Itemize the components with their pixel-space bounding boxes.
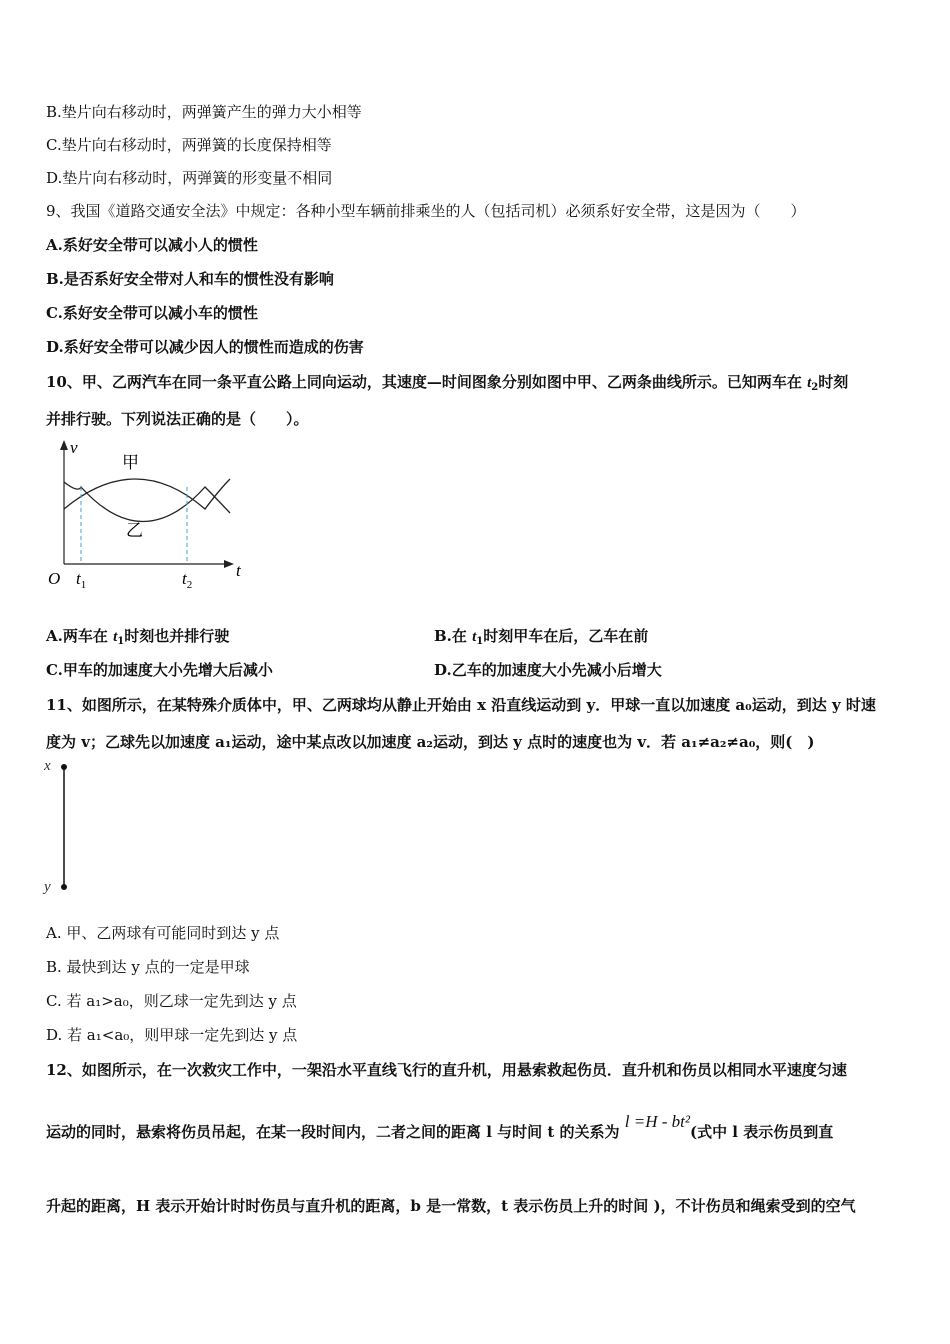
v-axis-arrow: [60, 440, 68, 450]
q11-xy-figure: [40, 756, 80, 896]
q12-stem-line3: [46, 1196, 856, 1216]
q8-option-c: C.垫片向右移动时，两弹簧的长度保持相等: [46, 136, 332, 154]
q9-stem: 9、我国《道路交通安全法》中规定：各种小型车辆前排乘坐的人（包括司机）必须系好安全带，这是因为（ ）: [46, 202, 806, 220]
q12-formula: l =H - bt²: [624, 1112, 690, 1131]
q12-stem-line1: 12、如图所示，在一次救灾工作中，一架沿水平直线飞行的直升机，用悬索救起伤员．直升机和伤员以相同水平速度匀速: [46, 1061, 847, 1079]
q10-option-a-var: t: [113, 629, 118, 645]
curve-yi: [64, 482, 230, 522]
q10-option-b-post: 时刻甲车在后，乙车在前: [483, 627, 649, 645]
q10-option-a: [46, 626, 229, 652]
q10-option-a-post: 时刻也并排行驶: [124, 627, 230, 645]
q12-stem-line2: [46, 1112, 834, 1142]
point-y-label: y: [44, 879, 51, 895]
t1-sub: 1: [80, 579, 87, 591]
q10-stem-part-b: 时刻: [818, 373, 849, 391]
q9-option-b: B.是否系好安全带对人和车的惯性没有影响: [46, 270, 334, 288]
q10-option-b-var: t: [472, 629, 477, 645]
q11-stem-line1: 11、如图所示，在某特殊介质体中，甲、乙两球均从静止开始由 x 沿直线运动到 y．甲球一直以加速度 a₀运动，到达 y 时速: [46, 696, 876, 714]
q10-stem-line1: [46, 372, 848, 398]
q10-option-a-sub: 1: [117, 636, 125, 647]
q9-option-c: C.系好安全带可以减小车的惯性: [46, 304, 258, 322]
point-y-dot: [61, 884, 67, 890]
point-x-dot: [61, 764, 67, 770]
q11-stem-line2: 度为 v；乙球先以加速度 a₁运动，途中某点改以加速度 a₂运动，到达 y 点时的速度也为 v．若 a₁≠a₂≠a₀，则( ): [46, 733, 815, 751]
t1-var: t: [76, 569, 81, 588]
point-x-label: x: [44, 758, 51, 774]
curve-jia: [64, 479, 230, 509]
q11-option-a: A. 甲、乙两球有可能同时到达 y 点: [46, 924, 280, 942]
curve-yi-label: 乙: [126, 521, 143, 540]
q10-option-b-pre: B.在: [434, 627, 473, 645]
t2-tick-label: [182, 569, 192, 591]
q10-option-a-pre: A.两车在: [46, 627, 114, 645]
q10-option-b: [434, 626, 648, 652]
t-axis-label: t: [236, 561, 241, 580]
curve-jia-label: 甲: [122, 453, 139, 472]
t-axis-arrow: [224, 560, 234, 568]
t2-var: t: [182, 569, 187, 588]
q10-option-d: D.乙车的加速度大小先减小后增大: [434, 661, 662, 679]
q12-line3-part-a: 升起的距离，H 表示开始计时时伤员与直升机的距离，b 是一常数，t 表示伤员上升的时间: [46, 1197, 649, 1215]
t2-sub: 2: [186, 579, 193, 591]
q12-line3-part-b: )，不计伤员和绳索受到的空气: [653, 1197, 856, 1215]
q11-option-b: B. 最快到达 y 点的一定是甲球: [46, 958, 250, 976]
q10-vt-graph: [40, 436, 260, 596]
q10-stem-line2: 并排行驶。下列说法正确的是（ ）。: [46, 410, 309, 428]
q9-option-d: D.系好安全带可以减少因人的惯性而造成的伤害: [46, 338, 364, 356]
q10-t2-sub: 2: [811, 382, 819, 393]
q11-option-c: C. 若 a₁>a₀，则乙球一定先到达 y 点: [46, 992, 297, 1010]
q8-option-b: B.垫片向右移动时，两弹簧产生的弹力大小相等: [46, 103, 362, 121]
q12-line2-part-b: (式中 l 表示伤员到直: [689, 1123, 834, 1141]
q10-option-c: C.甲车的加速度大小先增大后减小: [46, 661, 273, 679]
q11-option-d: D. 若 a₁<a₀，则甲球一定先到达 y 点: [46, 1026, 298, 1044]
q10-option-b-sub: 1: [476, 636, 484, 647]
origin-label: O: [48, 569, 61, 588]
t1-tick-label: [76, 569, 86, 591]
q8-option-d: D.垫片向右移动时，两弹簧的形变量不相同: [46, 169, 333, 187]
q9-option-a: A.系好安全带可以减小人的惯性: [46, 236, 258, 254]
q10-stem-part-a: 10、甲、乙两汽车在同一条平直公路上同向运动，其速度—时间图象分别如图中甲、乙两条曲线所示。已知两车在: [46, 373, 808, 391]
q12-line2-part-a: 运动的同时，悬索将伤员吊起，在某一段时间内，二者之间的距离 l 与时间 t 的关系为: [46, 1123, 620, 1141]
v-axis-label: v: [70, 438, 78, 457]
q10-t2-var: t: [807, 375, 812, 391]
